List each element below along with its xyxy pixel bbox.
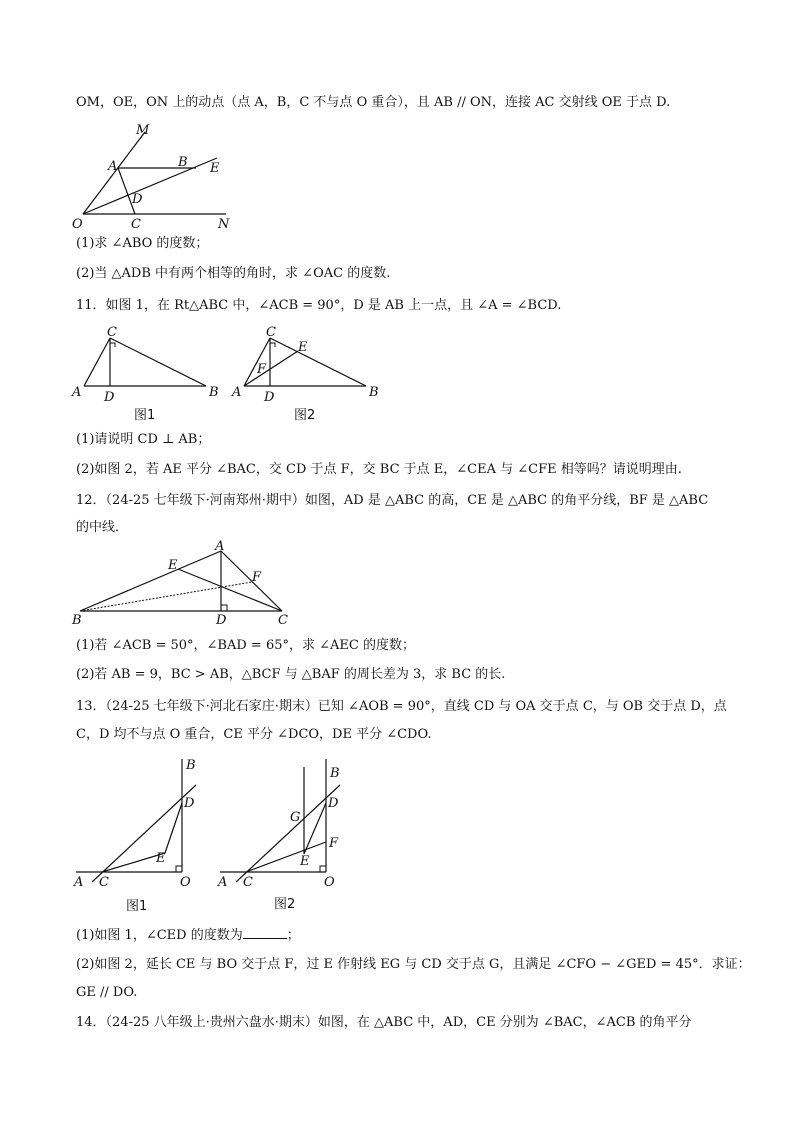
q13-f2-label-C: C xyxy=(243,875,253,890)
q13-f2-label-E: E xyxy=(300,854,310,869)
q11-f1-label-A: A xyxy=(72,385,82,400)
q11-fig2-caption: 图2 xyxy=(294,408,316,423)
q12-label-D: D xyxy=(216,613,227,628)
q13-f1-label-O: O xyxy=(180,875,191,890)
q12-label-E: E xyxy=(168,558,178,573)
q13-f1-label-C: C xyxy=(99,875,109,890)
q11-part1: (1)请说明 CD ⊥ AB； xyxy=(76,432,211,447)
q10-label-B: B xyxy=(178,155,188,170)
q13-f2-label-A: A xyxy=(218,875,228,890)
q10-figure xyxy=(70,122,250,232)
q10-part2: (2)当 △ADB 中有两个相等的角时，求 ∠OAC 的度数. xyxy=(76,266,391,281)
q13-figure1 xyxy=(70,755,210,895)
q12-label-B: B xyxy=(72,613,82,628)
q13-fig1-caption: 图1 xyxy=(126,899,148,914)
q13-f1-label-A: A xyxy=(74,875,84,890)
q13-part1-end: ； xyxy=(286,928,300,943)
q10-label-D: D xyxy=(132,192,143,207)
q11-f1-label-D: D xyxy=(104,390,115,405)
q10-label-E: E xyxy=(210,161,220,176)
q11-fig1-caption: 图1 xyxy=(134,408,156,423)
q11-f2-label-D: D xyxy=(264,390,275,405)
q11-f1-label-B: B xyxy=(209,385,219,400)
q12-label-A: A xyxy=(215,539,225,554)
q13-f2-label-F: F xyxy=(329,836,339,851)
q13-f1-label-D: D xyxy=(184,796,195,811)
q11-figure2 xyxy=(230,320,390,405)
q11-part2: (2)如图 2，若 AE 平分 ∠BAC，交 CD 于点 F，交 BC 于点 E，∠CEA 与 ∠CFE 相等吗？请说明理由. xyxy=(76,462,682,477)
q13-part2-line1: (2)如图 2，延长 CE 与 BO 交于点 F，过 E 作射线 EG 与 CD 交于点 G，且满足 ∠CFO − ∠GED = 45°．求证： xyxy=(76,957,751,972)
q13-part2-line2: GE // DO. xyxy=(76,985,138,1000)
q13-f1-label-E: E xyxy=(156,851,166,866)
q10-intro: OM，OE，ON 上的动点（点 A，B，C 不与点 O 重合），且 AB // ON，连接 AC 交射线 OE 于点 D. xyxy=(76,95,671,110)
q10-label-O: O xyxy=(72,217,83,232)
q12-figure xyxy=(70,540,300,630)
q12-part1: (1)若 ∠ACB = 50°，∠BAD = 65°，求 ∠AEC 的度数； xyxy=(76,638,415,653)
q11-f2-label-F: F xyxy=(257,362,267,377)
q13-stem-line1: 13．（24-25 七年级下·河北石家庄·期末）已知 ∠AOB = 90°，直线 CD 与 OA 交于点 C，与 OB 交于点 D，点 xyxy=(76,699,727,714)
q13-part1: (1)如图 1，∠CED 的度数为 xyxy=(76,928,243,943)
q14-stem: 14．（24-25 八年级上·贵州六盘水·期末）如图，在 △ABC 中，AD，CE 分别为 ∠BAC，∠ACB 的角平分 xyxy=(76,1015,692,1030)
q11-f1-label-C: C xyxy=(107,325,117,340)
q13-f2-label-B: B xyxy=(330,766,340,781)
q11-f2-label-E: E xyxy=(298,340,308,355)
q10-label-N: N xyxy=(218,217,230,232)
q13-f1-label-B: B xyxy=(186,758,196,773)
q13-fig2-caption: 图2 xyxy=(274,897,296,912)
q12-stem-line1: 12．（24-25 七年级下·河南郑州·期中）如图，AD 是 △ABC 的高，CE 是 △ABC 的角平分线，BF 是 △ABC xyxy=(76,493,709,508)
q13-figure2 xyxy=(214,755,354,895)
q13-part1-row xyxy=(76,926,300,946)
q12-stem-line2: 的中线． xyxy=(76,520,129,535)
q13-f2-label-D: D xyxy=(328,796,339,811)
q12-label-C: C xyxy=(278,613,288,628)
q12-label-F: F xyxy=(252,570,262,585)
q11-figure1 xyxy=(70,320,230,405)
q10-label-A: A xyxy=(108,159,118,174)
q13-f2-label-G: G xyxy=(290,810,301,825)
q11-f2-label-C: C xyxy=(266,325,276,340)
q13-f2-label-O: O xyxy=(324,875,335,890)
answer-blank[interactable] xyxy=(243,926,287,939)
q11-f2-label-A: A xyxy=(232,385,242,400)
q11-stem: 11．如图 1，在 Rt△ABC 中，∠ACB = 90°，D 是 AB 上一点，且 ∠A = ∠BCD. xyxy=(76,298,562,313)
q13-stem-line2: C，D 均不与点 O 重合，CE 平分 ∠DCO，DE 平分 ∠CDO. xyxy=(76,727,432,742)
q11-f2-label-B: B xyxy=(369,385,379,400)
q10-label-C: C xyxy=(131,217,141,232)
q12-part2: (2)若 AB = 9，BC > AB，△BCF 与 △BAF 的周长差为 3，求 BC 的长. xyxy=(76,667,506,682)
q10-label-M: M xyxy=(136,123,150,138)
q10-part1: (1)求 ∠ABO 的度数； xyxy=(76,236,209,251)
